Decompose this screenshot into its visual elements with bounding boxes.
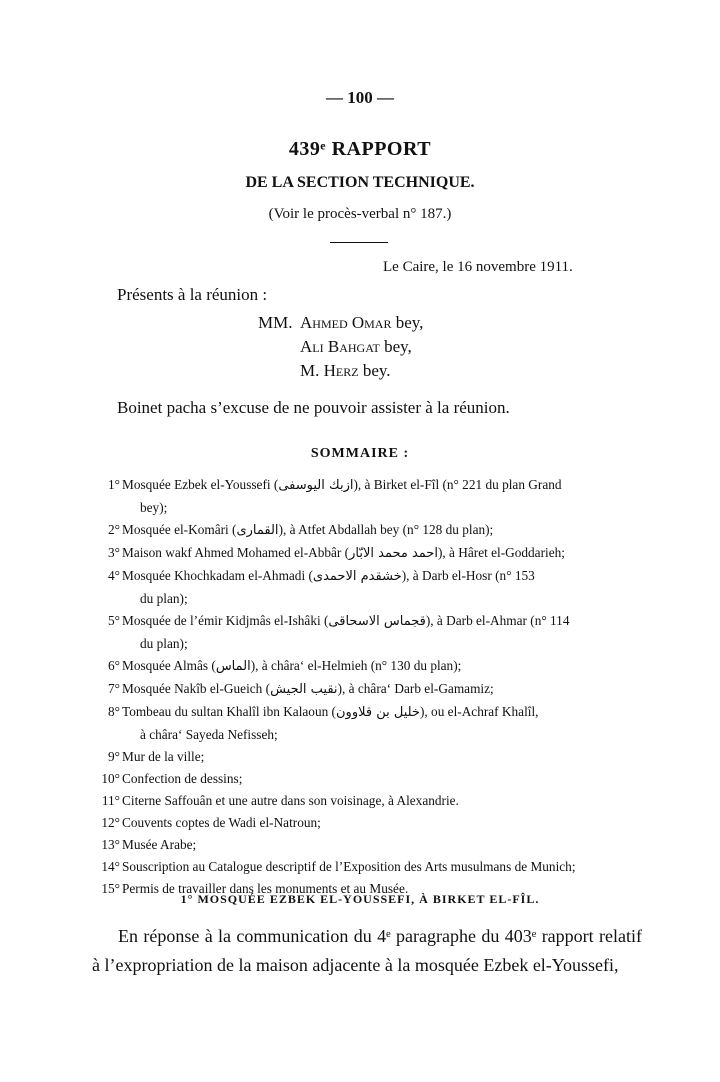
- summary-item: [92, 655, 637, 678]
- summary-item-text: Souscription au Catalogue descriptif de l’Exposition des Arts musulmans de Munich;: [122, 859, 576, 874]
- summary-item: [92, 519, 637, 542]
- summary-item-text: Musée Arabe;: [122, 837, 197, 852]
- summary-item-number: 14°: [101, 859, 120, 874]
- summary-item: [92, 542, 637, 565]
- summary-item-arabic: قجماس الاسحاقى: [328, 614, 426, 629]
- separator-rule: [330, 242, 388, 243]
- summary-item-text-after: ), à châra‘ Darb el-Gamamiz;: [337, 681, 494, 696]
- summary-item-number: 12°: [101, 815, 120, 830]
- summary-item-number: 3°: [108, 545, 120, 560]
- member-row: [258, 335, 423, 359]
- section-subheading: 1° MOSQUÉE EZBEK EL-YOUSSEFI, À BIRKET EL-FÎL.: [180, 892, 540, 906]
- summary-item-arabic: الماس: [215, 659, 251, 674]
- member-row: [258, 359, 423, 383]
- summary-item-text: Mosquée Nakîb el-Gueich (: [122, 681, 271, 696]
- summary-item-text: Mur de la ville;: [122, 749, 205, 764]
- member-title: bey.: [362, 361, 391, 380]
- summary-item-arabic: خشقدم الاحمدى: [312, 569, 402, 584]
- summary-item-continuation: bey);: [140, 500, 168, 515]
- member-row: [258, 311, 423, 335]
- summary-item-arabic: خليل بن قلاوون: [336, 705, 420, 720]
- excuse-text: Boinet pacha s’excuse de ne pouvoir assister à la réunion.: [117, 398, 510, 417]
- summary-item: [92, 834, 637, 856]
- summary-item: [92, 790, 637, 812]
- summary-item: [92, 678, 637, 701]
- summary-item-text: Mosquée de l’émir Kidjmâs el-Ishâki (: [122, 613, 329, 628]
- summary-item-number: 15°: [101, 881, 120, 896]
- summary-item-number: 11°: [101, 793, 120, 808]
- summary-item-number: 2°: [108, 522, 120, 537]
- summary-item-text-after: ), à Darb el-Ahmar (n° 114: [425, 613, 570, 628]
- summary-item-text: Tombeau du sultan Khalîl ibn Kalaoun (: [122, 704, 336, 719]
- summary-item: [92, 565, 637, 610]
- summary-item: [92, 746, 637, 768]
- summary-item: [92, 856, 637, 878]
- summary-item-text: Mosquée el-Komâri (: [122, 522, 237, 537]
- summary-item-continuation: du plan);: [140, 591, 188, 606]
- section-title: DE LA SECTION TECHNIQUE.: [245, 174, 475, 191]
- summary-list: [92, 474, 637, 900]
- summary-item-continuation: à châra‘ Sayeda Nefisseh;: [140, 727, 278, 742]
- summary-item-text-after: ), à Birket el-Fîl (n° 221 du plan Grand: [353, 477, 562, 492]
- summary-item-arabic: احمد محمد الابّار: [349, 546, 438, 561]
- summary-item-number: 5°: [108, 613, 120, 628]
- body-paragraph: En réponse à la communication du 4ᵉ paragraphe du 403ᵉ rapport relatif à l’expropriation de la maison adjacente à la mosquée Ezbek el-Youssefi,: [92, 926, 642, 975]
- summary-item-text: Mosquée Khochkadam el-Ahmadi (: [122, 568, 313, 583]
- summary-item-number: 8°: [108, 704, 120, 719]
- member-name: Ahmed Omar: [300, 313, 392, 332]
- summary-item-number: 1°: [108, 477, 120, 492]
- summary-item: [92, 474, 637, 519]
- summary-item-arabic: القمارى: [236, 523, 279, 538]
- summary-item-text-after: ), à Darb el-Hosr (n° 153: [401, 568, 535, 583]
- presents-label: Présents à la réunion :: [117, 285, 268, 304]
- summary-item-text: Confection de dessins;: [122, 771, 243, 786]
- reference-note: (Voir le procès-verbal n° 187.): [268, 206, 452, 222]
- summary-item: [92, 812, 637, 834]
- summary-heading: SOMMAIRE :: [310, 446, 410, 461]
- summary-item-text: Mosquée Ezbek el-Youssefi (: [122, 477, 279, 492]
- summary-item-text: Mosquée Almâs (: [122, 658, 216, 673]
- summary-item-number: 13°: [101, 837, 120, 852]
- member-name: Ali Bahgat: [300, 337, 380, 356]
- member-title: bey,: [395, 313, 424, 332]
- summary-item: [92, 768, 637, 790]
- members-list: [258, 311, 423, 383]
- summary-item: [92, 610, 637, 655]
- member-title: bey,: [384, 337, 412, 356]
- summary-item-text-after: ), à châra‘ el-Helmieh (n° 130 du plan);: [250, 658, 462, 673]
- member-name: M. Herz: [300, 361, 359, 380]
- summary-item-text: Citerne Saffouân et une autre dans son voisinage, à Alexandrie.: [122, 793, 459, 808]
- summary-item-number: 7°: [108, 681, 120, 696]
- summary-item-arabic: ازبك اليوسفى: [278, 478, 354, 493]
- page-number: — 100 —: [326, 88, 394, 107]
- summary-item-number: 4°: [108, 568, 120, 583]
- summary-item-text-after: ), ou el-Achraf Khalîl,: [419, 704, 539, 719]
- summary-item-text-after: ), à Atfet Abdallah bey (n° 128 du plan);: [278, 522, 494, 537]
- summary-item-number: 9°: [108, 749, 120, 764]
- summary-item-continuation: du plan);: [140, 636, 188, 651]
- summary-item-arabic: نقيب الجيش: [270, 682, 338, 697]
- summary-item-text: Maison wakf Ahmed Mohamed el-Abbâr (: [122, 545, 350, 560]
- summary-item: [92, 701, 637, 746]
- summary-item-text-after: ), à Hâret el-Goddarieh;: [437, 545, 565, 560]
- report-title: 439ᵉ RAPPORT: [288, 138, 432, 160]
- summary-item-text: Permis de travailler dans les monuments et au Musée.: [122, 881, 409, 896]
- summary-item-text: Couvents coptes de Wadi el-Natroun;: [122, 815, 321, 830]
- members-prefix: MM.: [258, 313, 293, 332]
- summary-item-number: 6°: [108, 658, 120, 673]
- summary-item-number: 10°: [101, 771, 120, 786]
- date-line: Le Caire, le 16 novembre 1911.: [383, 259, 573, 275]
